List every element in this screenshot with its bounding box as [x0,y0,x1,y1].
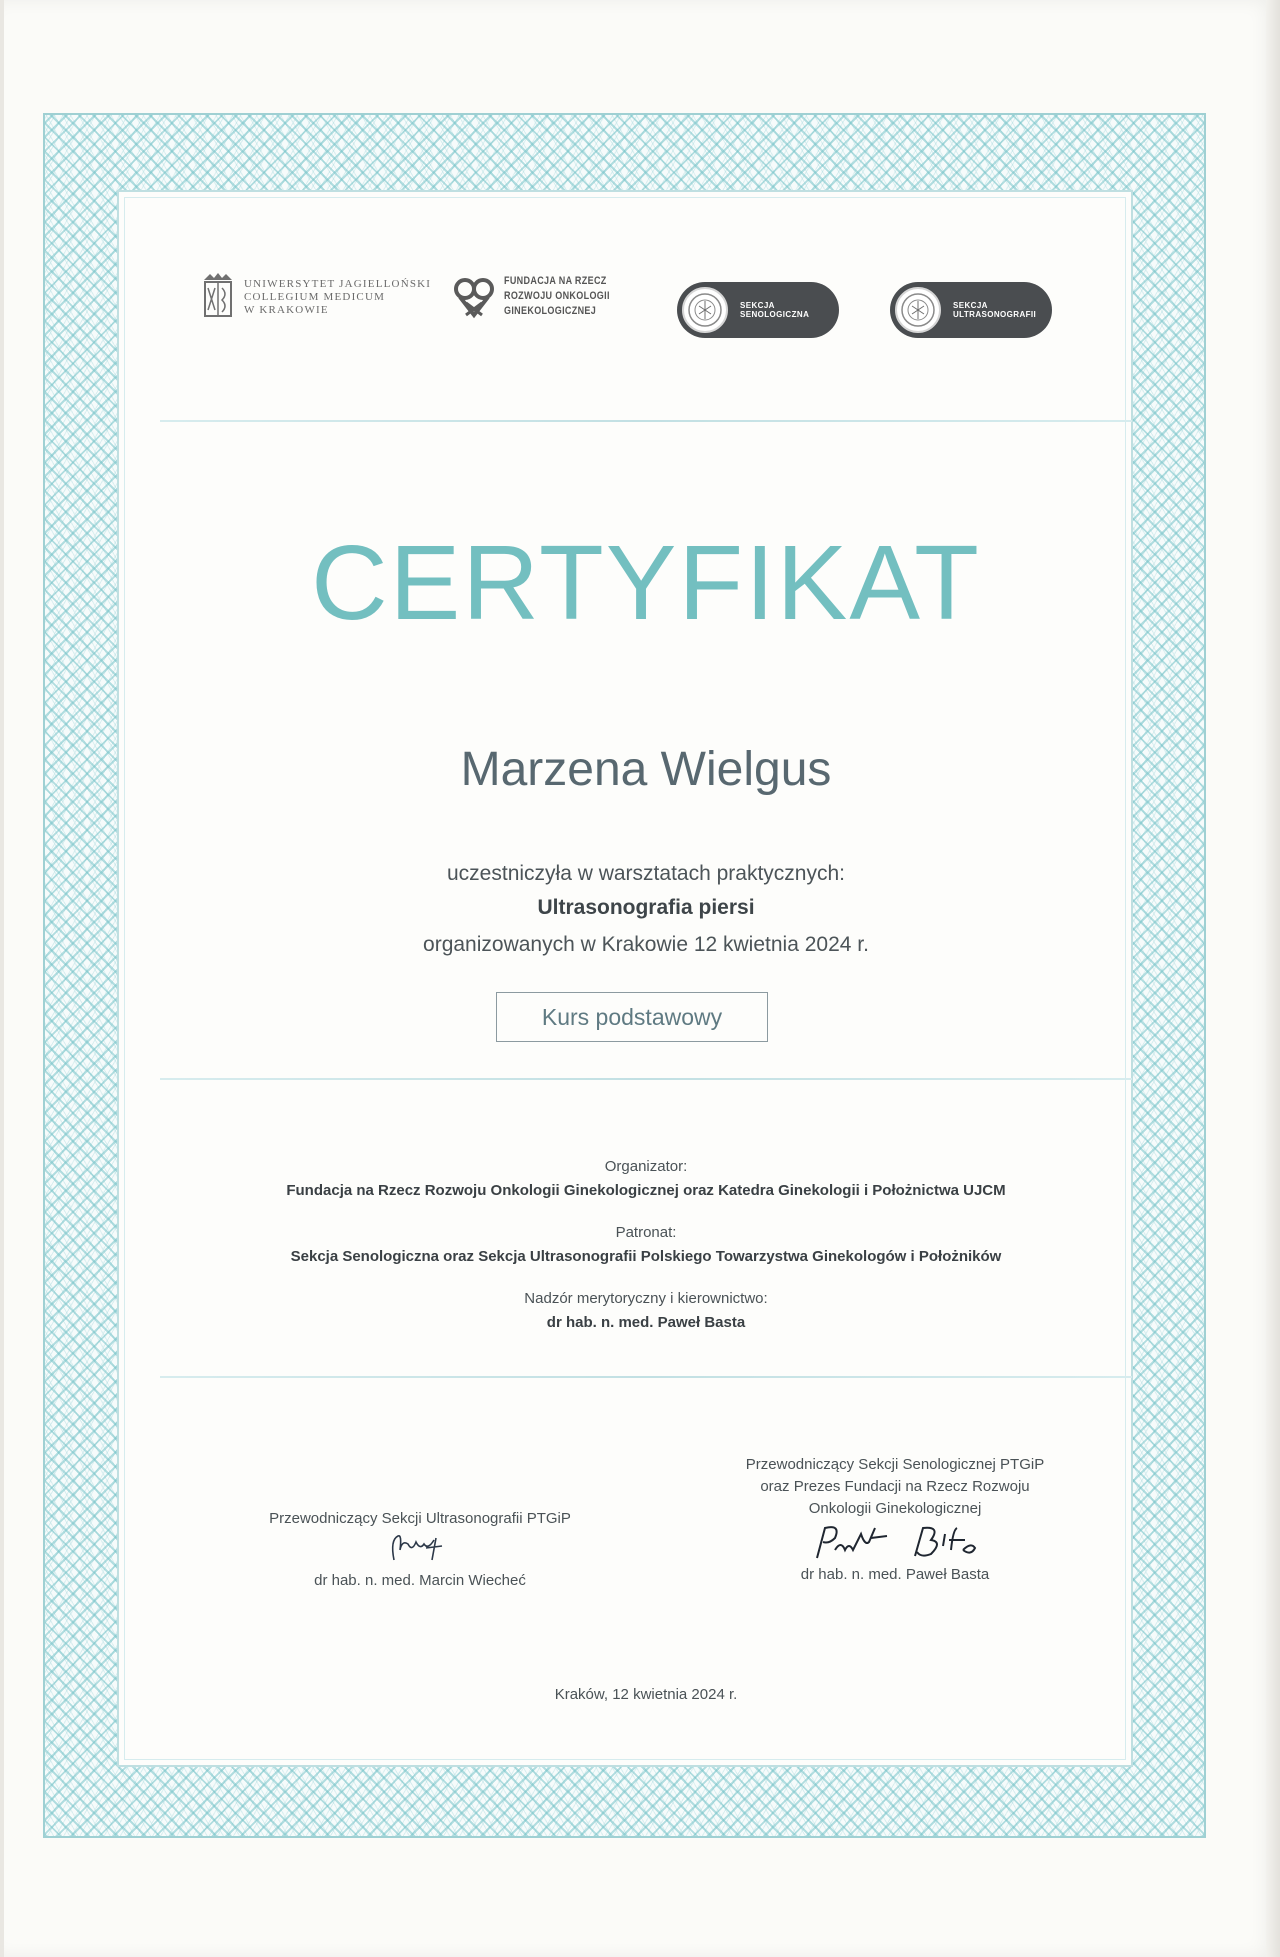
certificate-content [160,190,1132,1767]
signature-right-name: dr hab. n. med. Paweł Basta [800,1566,990,1583]
workshop-title: Ultrasonografia piersi [537,896,755,919]
signature-right [680,1454,1110,1586]
patron-text: Sekcja Senologiczna oraz Sekcja Ultrasonografii Polskiego Towarzystwa Ginekologów i Położników [290,1248,1002,1265]
fundacja-line-2: ROZWOJU ONKOLOGII [504,290,610,302]
certificate-title: CERTYFIKAT [311,524,981,642]
divider-top [160,420,1132,422]
divider-middle [160,1078,1132,1080]
ribbon-heart-icon [452,275,496,319]
patron-label: Patronat: [615,1224,677,1241]
supervision-label: Nadzór merytoryczny i kierownictwo: [524,1290,768,1307]
signature-right-role-3: Onkologii Ginekologicznej [808,1500,982,1517]
senologia-logo [677,282,839,338]
uj-logo [200,272,431,322]
uj-crest-icon [200,272,236,322]
uj-line-2: COLLEGIUM MEDICUM [244,290,386,303]
divider-bottom [160,1376,1132,1378]
course-level-box: Kurs podstawowy [496,992,768,1042]
signature-left-name: dr hab. n. med. Marcin Wiecheć [314,1572,526,1589]
usg-line-1: SEKCJA [953,301,988,310]
uj-line-3: W KRAKOWIE [244,303,329,316]
seal-icon [682,287,728,333]
organizer-text: Fundacja na Rzecz Rozwoju Onkologii Ginekologicznej oraz Katedra Ginekologii i Położnictwa UJCM [286,1182,1006,1199]
organized-text: organizowanych w Krakowie 12 kwietnia 2024 r. [423,933,869,956]
fundacja-logo [452,274,633,319]
signature-right-image [795,1520,995,1564]
usg-logo [890,282,1052,338]
seal-icon [895,287,941,333]
fundacja-line-3: GINEKOLOGICZNEJ [504,305,597,317]
participation-text: uczestniczyła w warsztatach praktycznych: [447,862,845,885]
signature-left-image [380,1530,460,1570]
senologia-line-2: SENOLOGICZNA [740,310,810,319]
signature-left-role: Przewodniczący Sekcji Ultrasonografii PTGiP [269,1510,571,1527]
signature-right-role-2: oraz Prezes Fundacji na Rzecz Rozwoju [760,1478,1030,1495]
signature-right-role-1: Przewodniczący Sekcji Senologicznej PTGiP [745,1456,1045,1473]
organizer-label: Organizator: [604,1158,688,1175]
paper-edge [1266,0,1280,1957]
fundacja-line-1: FUNDACJA NA RZECZ [504,275,607,287]
senologia-line-1: SEKCJA [740,301,775,310]
supervisor-name: dr hab. n. med. Paweł Basta [546,1314,746,1331]
uj-line-1: UNIWERSYTET JAGIELLOŃSKI [244,277,432,290]
usg-line-2: ULTRASONOGRAFII [953,310,1037,319]
recipient-name: Marzena Wielgus [460,743,832,796]
place-date: Kraków, 12 kwietnia 2024 r. [554,1686,738,1703]
signature-left [230,1508,610,1592]
